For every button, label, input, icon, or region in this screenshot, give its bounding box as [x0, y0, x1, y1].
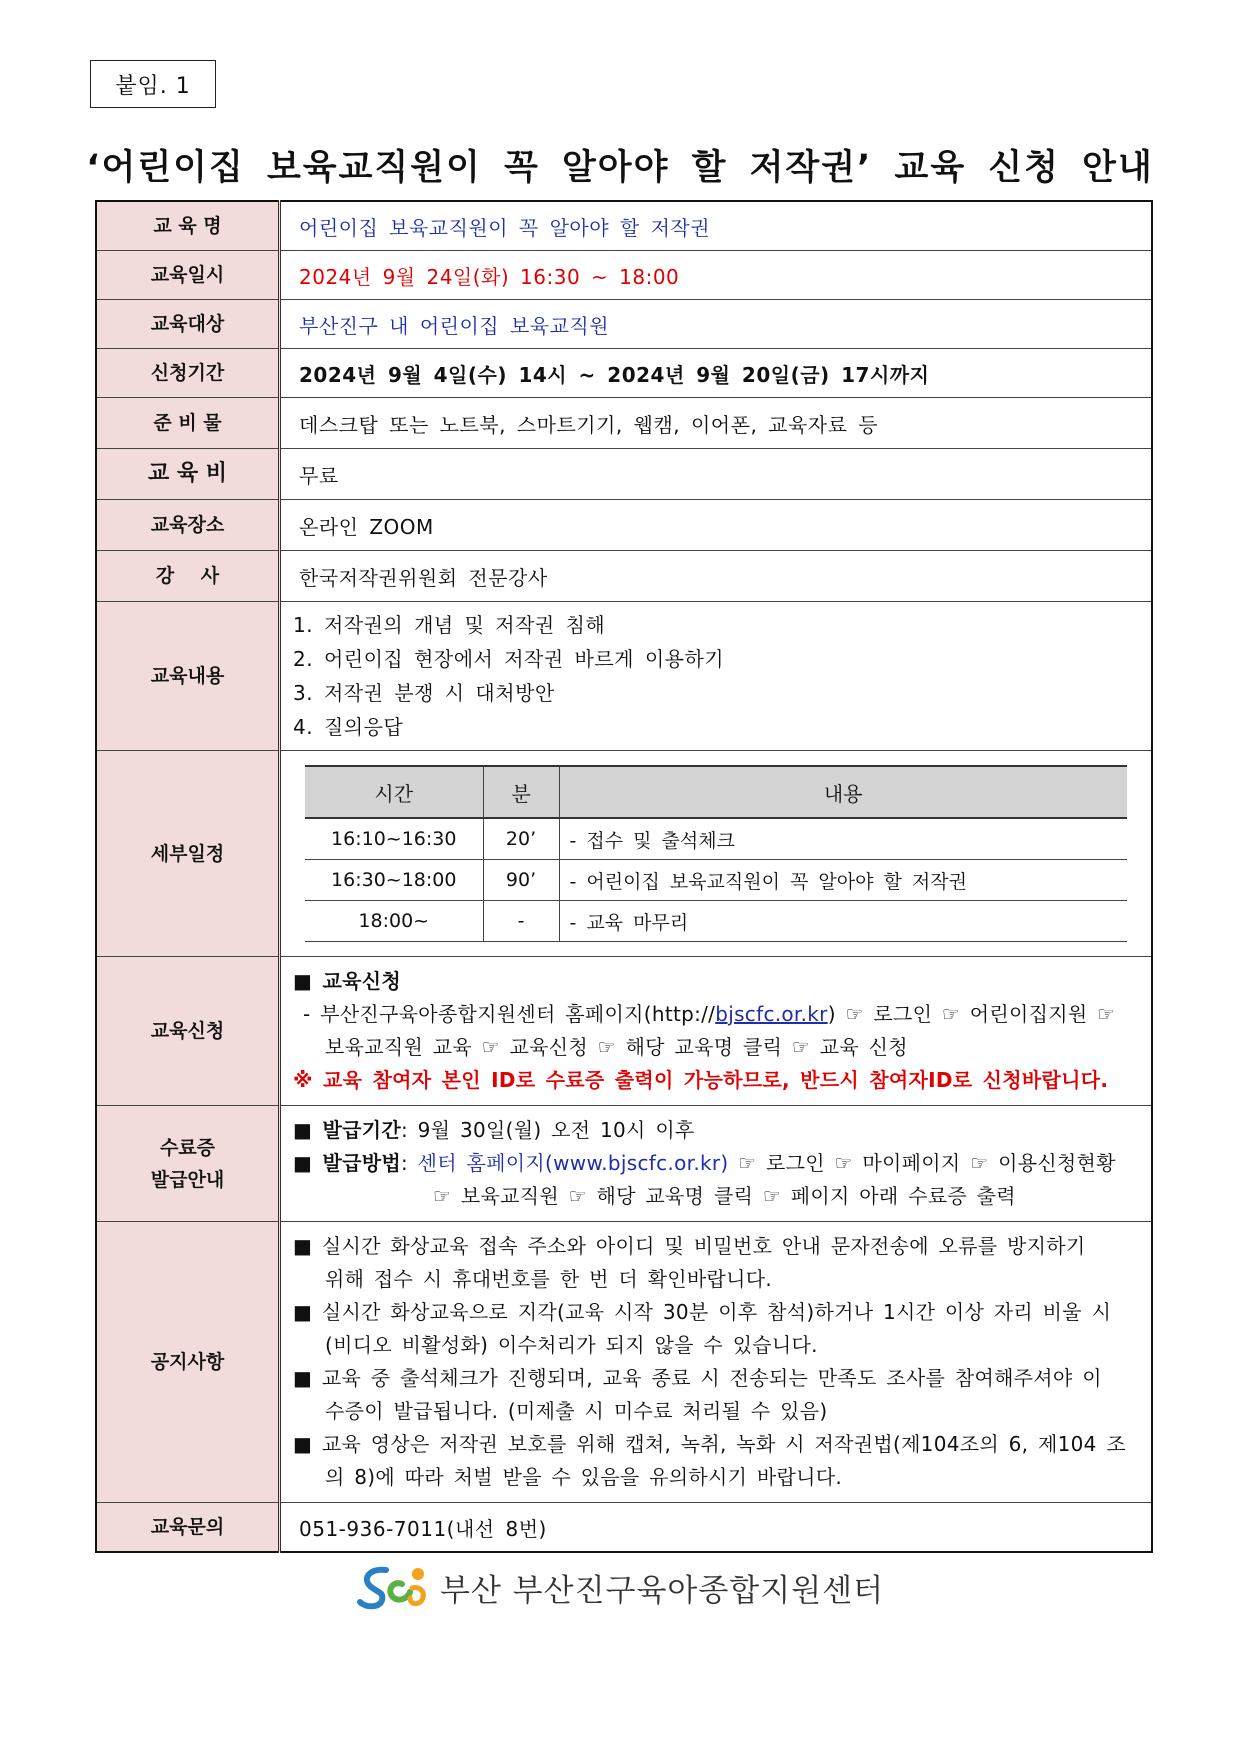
value-certificate: [280, 1106, 1153, 1222]
schedule-min: 90’: [483, 860, 559, 901]
schedule-row: [305, 860, 1127, 901]
schedule-desc: - 교육 마무리: [559, 901, 1127, 942]
certificate-method: ■ 발급방법: 센터 홈페이지(www.bjscfc.or.kr) ☞ 로그인 ☞ 마이페이지 ☞ 이용신청현황: [293, 1151, 1116, 1175]
info-table: [95, 200, 1153, 1553]
content-item: 3. 저작권 분쟁 시 대처방안: [293, 681, 555, 705]
value-notice: [280, 1222, 1153, 1503]
schedule-desc: - 접수 및 출석체크: [559, 818, 1127, 860]
row-certificate: [96, 1106, 1152, 1222]
label-fee: 교 육 비: [96, 449, 280, 500]
value-supplies: 데스크탑 또는 노트북, 스마트기기, 웹캠, 이어폰, 교육자료 등: [280, 398, 1153, 449]
center-name: 부산 부산진구육아종합지원센터: [439, 1572, 885, 1609]
label-name: 교 육 명: [96, 201, 280, 251]
row-place: [96, 500, 1152, 551]
row-fee: [96, 449, 1152, 500]
row-schedule: [96, 751, 1152, 957]
schedule-desc: - 어린이집 보육교직원이 꼭 알아야 할 저작권: [559, 860, 1127, 901]
label-certificate: [96, 1106, 280, 1222]
label-target: 교육대상: [96, 300, 280, 349]
schedule-table: [305, 765, 1127, 942]
label-schedule: 세부일정: [96, 751, 280, 957]
row-content: [96, 602, 1152, 751]
schedule-header-time: 시간: [305, 766, 483, 818]
schedule-min: -: [483, 901, 559, 942]
content-item: 1. 저작권의 개념 및 저작권 침해: [293, 613, 606, 637]
schedule-header-min: 분: [483, 766, 559, 818]
certificate-period: ■ 발급기간: 9월 30일(월) 오전 10시 이후: [293, 1118, 695, 1142]
label-content: 교육내용: [96, 602, 280, 751]
apply-warning: ※ 교육 참여자 본인 ID로 수료증 출력이 가능하므로, 반드시 참여자ID로 신청바랍니다.: [293, 1068, 1109, 1092]
value-instructor: 한국저작권위원회 전문강사: [280, 551, 1153, 602]
notice-item: ■ 실시간 화상교육으로 지각(교육 시작 30분 이후 참석)하거나 1시간 이상 자리 비울 시: [293, 1300, 1112, 1324]
attachment-label: 붙임. 1: [90, 60, 216, 108]
row-contact: [96, 1503, 1152, 1553]
schedule-time: 18:00~: [305, 901, 483, 942]
content-item: 4. 질의응답: [293, 715, 404, 739]
apply-heading: ■ 교육신청: [293, 969, 401, 993]
label-certificate-line-1: 수료증: [159, 1136, 216, 1159]
row-period: [96, 349, 1152, 398]
label-notice: 공지사항: [96, 1222, 280, 1503]
value-place: 온라인 ZOOM: [280, 500, 1153, 551]
value-fee: 무료: [280, 449, 1153, 500]
value-apply: [280, 957, 1153, 1106]
notice-item-cont: (비디오 비활성화) 이수처리가 되지 않을 수 있습니다.: [325, 1333, 818, 1357]
value-schedule: [280, 751, 1153, 957]
apply-line-1: - 부산진구육아종합지원센터 홈페이지(http://bjscfc.or.kr) ☞ 로그인 ☞ 어린이집지원 ☞: [303, 1002, 1116, 1026]
document-title: ‘어린이집 보육교직원이 꼭 알아야 할 저작권’ 교육 신청 안내: [86, 148, 1154, 188]
label-supplies: 준 비 물: [96, 398, 280, 449]
notice-item-cont: 위해 접수 시 휴대번호를 한 번 더 확인바랍니다.: [325, 1267, 773, 1291]
label-contact: 교육문의: [96, 1503, 280, 1553]
label-period: 신청기간: [96, 349, 280, 398]
apply-homepage-link[interactable]: bjscfc.or.kr: [715, 1002, 828, 1026]
schedule-row: [305, 901, 1127, 942]
value-datetime: 2024년 9월 24일(화) 16:30 ~ 18:00: [280, 251, 1153, 300]
row-instructor: [96, 551, 1152, 602]
notice-item-cont: 의 8)에 따라 처벌 받을 수 있음을 유의하시기 바랍니다.: [325, 1465, 843, 1489]
value-target: 부산진구 내 어린이집 보육교직원: [280, 300, 1153, 349]
notice-item: ■ 실시간 화상교육 접속 주소와 아이디 및 비밀번호 안내 문자전송에 오류를 방지하기: [293, 1234, 1086, 1258]
apply-line-2: 보육교직원 교육 ☞ 교육신청 ☞ 해당 교육명 클릭 ☞ 교육 신청: [325, 1035, 908, 1059]
row-notice: [96, 1222, 1152, 1503]
center-logo-icon: [356, 1562, 432, 1612]
value-name: 어린이집 보육교직원이 꼭 알아야 할 저작권: [280, 201, 1153, 251]
value-content: [280, 602, 1153, 751]
value-period: 2024년 9월 4일(수) 14시 ~ 2024년 9월 20일(금) 17시까지: [280, 349, 1153, 398]
label-certificate-line-2: 발급안내: [150, 1168, 225, 1191]
label-place: 교육장소: [96, 500, 280, 551]
schedule-row: [305, 818, 1127, 860]
label-instructor: 강 사: [96, 551, 280, 602]
schedule-time: 16:10~16:30: [305, 818, 483, 860]
content-item: 2. 어린이집 현장에서 저작권 바르게 이용하기: [293, 647, 725, 671]
footer: [0, 1562, 1240, 1612]
row-datetime: [96, 251, 1152, 300]
label-apply: 교육신청: [96, 957, 280, 1106]
schedule-time: 16:30~18:00: [305, 860, 483, 901]
row-target: [96, 300, 1152, 349]
schedule-min: 20’: [483, 818, 559, 860]
row-supplies: [96, 398, 1152, 449]
row-apply: [96, 957, 1152, 1106]
value-contact: 051-936-7011(내선 8번): [280, 1503, 1153, 1553]
notice-item: ■ 교육 영상은 저작권 보호를 위해 캡쳐, 녹취, 녹화 시 저작권법(제104조의 6, 제104 조: [293, 1432, 1126, 1456]
notice-item: ■ 교육 중 출석체크가 진행되며, 교육 종료 시 전송되는 만족도 조사를 참여해주셔야 이: [293, 1366, 1102, 1390]
label-datetime: 교육일시: [96, 251, 280, 300]
certificate-homepage-link[interactable]: 센터 홈페이지(www.bjscfc.or.kr): [417, 1151, 729, 1175]
certificate-method-line-2: ☞ 보육교직원 ☞ 해당 교육명 클릭 ☞ 페이지 아래 수료증 출력: [433, 1184, 1016, 1208]
schedule-header-desc: 내용: [559, 766, 1127, 818]
row-name: [96, 201, 1152, 251]
notice-item-cont: 수증이 발급됩니다. (미제출 시 미수료 처리될 수 있음): [325, 1399, 828, 1423]
